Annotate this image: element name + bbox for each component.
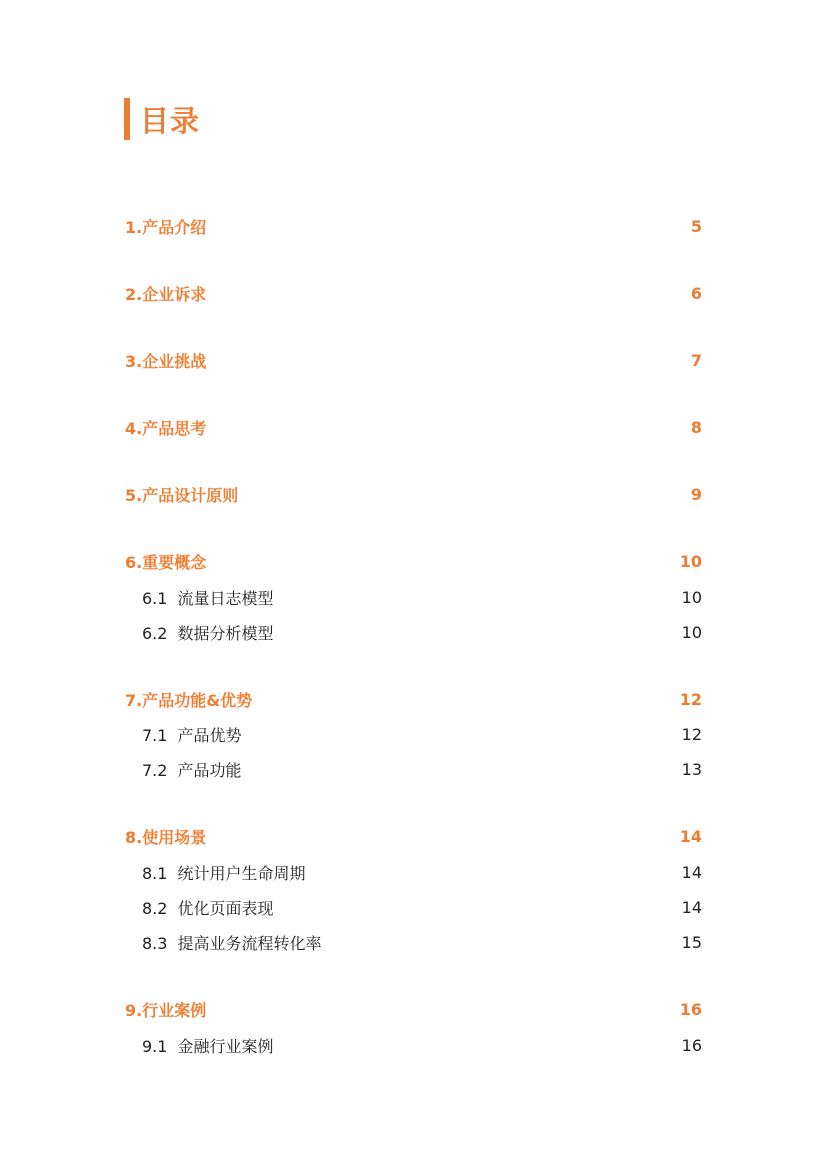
toc-subentry-label: 产品功能 <box>177 760 242 780</box>
toc-subentry-label: 优化页面表现 <box>177 898 274 918</box>
toc-entry-page: 8 <box>690 417 702 437</box>
toc-entry-page: 14 <box>679 826 702 846</box>
toc-entry-label: 1.产品介绍 <box>125 217 207 237</box>
toc-subentry-8-2[interactable] <box>142 895 702 919</box>
toc-entry-page: 10 <box>679 551 702 571</box>
toc-subentry-number: 8.1 <box>142 863 168 883</box>
toc-subentry-page: 14 <box>681 897 702 917</box>
toc-entry-1[interactable] <box>125 214 702 238</box>
toc-entry-4[interactable] <box>125 415 702 439</box>
toc-subentry-number: 6.2 <box>142 623 168 643</box>
toc-entry-3[interactable] <box>125 348 702 372</box>
toc-entry-label: 8.使用场景 <box>125 827 207 847</box>
toc-entry-8[interactable] <box>125 824 702 848</box>
toc-entry-7[interactable] <box>125 687 702 711</box>
toc-subentry-number: 7.2 <box>142 760 168 780</box>
toc-subentry-page: 13 <box>681 759 702 779</box>
toc-entry-9[interactable] <box>125 997 702 1021</box>
toc-entry-page: 5 <box>690 216 702 236</box>
toc-subentry-label: 数据分析模型 <box>177 623 274 643</box>
toc-subentry-label: 金融行业案例 <box>177 1036 274 1056</box>
toc-subentry-page: 12 <box>681 724 702 744</box>
toc-subentry-6-2[interactable] <box>142 620 702 644</box>
toc-entry-label: 9.行业案例 <box>125 1000 207 1020</box>
toc-entry-page: 7 <box>690 350 702 370</box>
toc-subentry-number: 7.1 <box>142 725 168 745</box>
toc-entry-2[interactable] <box>125 281 702 305</box>
toc-subentry-label: 产品优势 <box>177 725 242 745</box>
toc-subentry-page: 15 <box>681 932 702 952</box>
toc-entry-page: 12 <box>679 689 702 709</box>
toc-subentry-8-3[interactable] <box>142 930 702 954</box>
toc-entry-label: 4.产品思考 <box>125 418 207 438</box>
toc-entry-label: 3.企业挑战 <box>125 351 207 371</box>
toc-subentry-number: 8.3 <box>142 933 168 953</box>
toc-entry-label: 7.产品功能&优势 <box>125 690 253 710</box>
page-title: 目录 <box>140 103 201 138</box>
toc-subentry-label: 统计用户生命周期 <box>177 863 306 883</box>
toc-entry-page: 9 <box>690 484 702 504</box>
toc-subentry-number: 8.2 <box>142 898 168 918</box>
toc-subentry-page: 10 <box>681 622 702 642</box>
toc-subentry-number: 9.1 <box>142 1036 168 1056</box>
toc-entry-label: 5.产品设计原则 <box>125 485 239 505</box>
toc-subentry-label: 提高业务流程转化率 <box>177 933 322 953</box>
toc-entry-label: 2.企业诉求 <box>125 284 207 304</box>
toc-subentry-8-1[interactable] <box>142 860 702 884</box>
title-accent-bar <box>124 98 130 140</box>
toc-subentry-7-1[interactable] <box>142 722 702 746</box>
toc-entry-6[interactable] <box>125 549 702 573</box>
toc-subentry-label: 流量日志模型 <box>177 588 274 608</box>
toc-subentry-page: 10 <box>681 587 702 607</box>
toc-subentry-page: 14 <box>681 862 702 882</box>
toc-entry-page: 6 <box>690 283 702 303</box>
toc-header <box>124 98 200 140</box>
toc-entry-page: 16 <box>679 999 702 1019</box>
toc-entry-5[interactable] <box>125 482 702 506</box>
toc-subentry-page: 16 <box>681 1035 702 1055</box>
toc-subentry-7-2[interactable] <box>142 757 702 781</box>
toc-subentry-number: 6.1 <box>142 588 168 608</box>
toc-subentry-9-1[interactable] <box>142 1033 702 1057</box>
toc-subentry-6-1[interactable] <box>142 585 702 609</box>
toc-entry-label: 6.重要概念 <box>125 552 207 572</box>
